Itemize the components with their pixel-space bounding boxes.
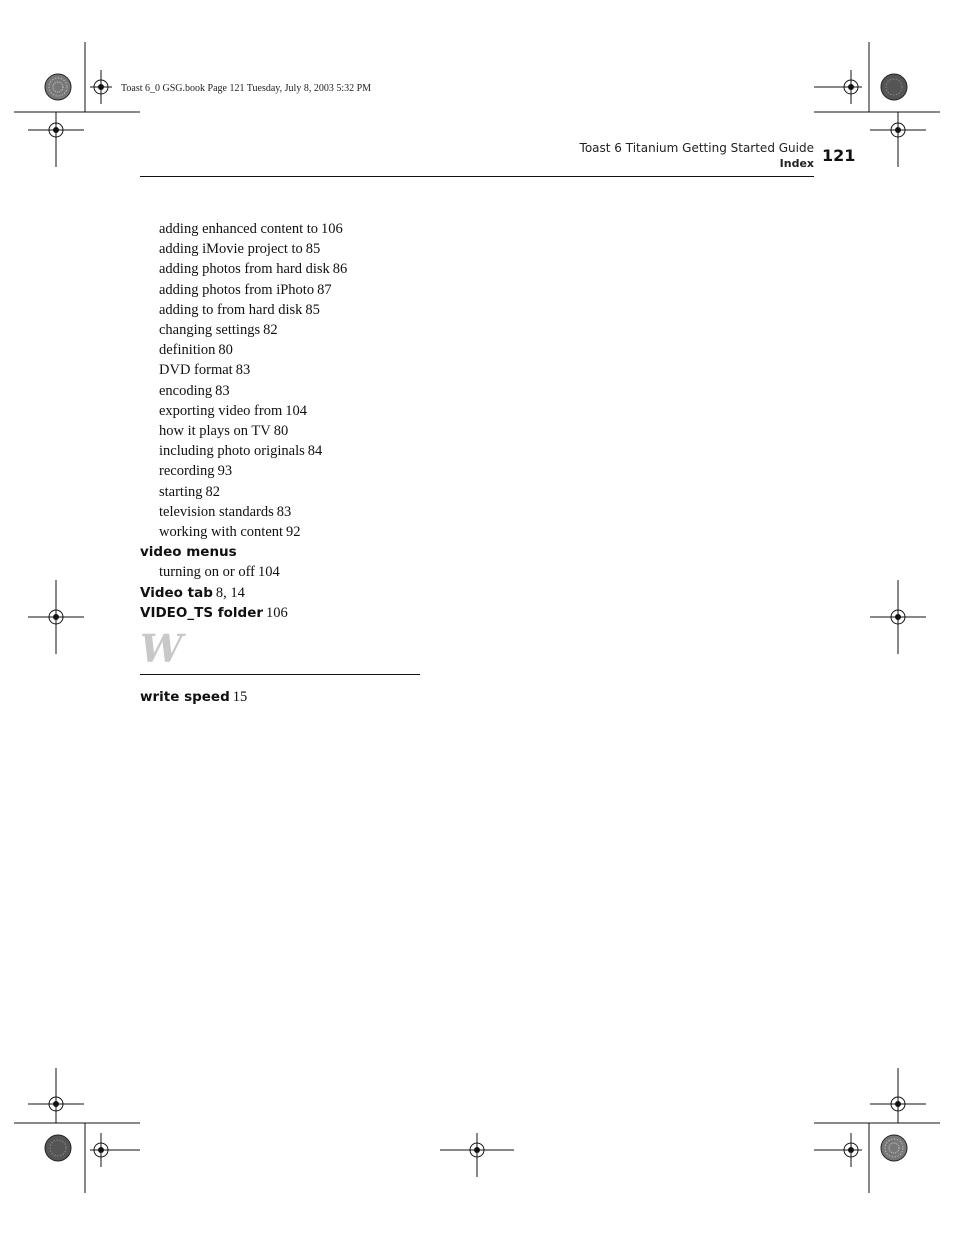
page-ref: 106 (321, 221, 343, 237)
page-ref: 106 (266, 604, 288, 621)
index-subentry (140, 562, 560, 582)
registration-mark-icon (440, 1133, 514, 1177)
page-number: 121 (822, 146, 856, 165)
subentry-text: encoding (159, 382, 213, 399)
index-subentry (140, 219, 560, 239)
index-subentry (140, 300, 560, 320)
page-ref: 104 (258, 564, 280, 581)
subentry-text: starting (159, 483, 203, 500)
subentry-text: DVD format (159, 362, 233, 379)
index-subentry (140, 401, 560, 421)
subentry-text: working with content (159, 524, 284, 541)
index-subentry (140, 522, 560, 542)
registration-mark-icon (814, 70, 862, 104)
starburst-target-icon (45, 1135, 71, 1161)
page-ref: 83 (235, 362, 251, 379)
index-term: VIDEO_TS folder (140, 604, 264, 621)
page-ref: 85 (305, 301, 320, 318)
subentry-text: adding enhanced content to (159, 221, 319, 237)
subentry-text: adding photos from iPhoto (159, 281, 315, 298)
subentry-text: how it plays on TV (159, 423, 271, 440)
page-ref: 8, 14 (215, 584, 245, 601)
guide-title: Toast 6 Titanium Getting Started Guide (579, 141, 814, 155)
subentry-text: including photo originals (159, 443, 305, 460)
page-ref: 85 (305, 241, 321, 258)
index-entry-video-ts-folder (140, 603, 560, 623)
page-ref: 82 (205, 483, 220, 500)
page-ref: 80 (273, 423, 289, 440)
index-column (140, 219, 560, 707)
index-subentry (140, 421, 560, 441)
header-rule (140, 176, 814, 177)
index-subentry (140, 482, 560, 502)
index-subentry (140, 461, 560, 481)
index-subentry (140, 360, 560, 380)
subentry-text: adding iMovie project to (159, 241, 303, 258)
index-subentry (140, 381, 560, 401)
index-subentry (140, 259, 560, 279)
subentry-text: adding photos from hard disk (159, 261, 330, 278)
page-ref: 86 (332, 261, 348, 278)
subentry-text: changing settings (159, 322, 261, 339)
starburst-target-icon (881, 1135, 907, 1161)
index-term: write speed (140, 689, 230, 706)
index-subentry (140, 320, 560, 340)
subentry-text: adding to from hard disk (159, 301, 303, 318)
page-ref: 83 (215, 382, 230, 399)
index-term: video menus (140, 544, 237, 561)
subentry-text: exporting video from (159, 402, 283, 419)
page-ref: 93 (217, 463, 233, 480)
page-ref: 87 (317, 281, 332, 298)
starburst-target-icon (881, 74, 907, 100)
index-subentry (140, 340, 560, 360)
index-entry-video-tab (140, 583, 560, 603)
subentry-text: recording (159, 463, 215, 480)
registration-mark-icon (814, 1133, 862, 1167)
subentry-text: television standards (159, 503, 274, 520)
subentry-text: turning on or off (159, 564, 255, 581)
section-letter: W (140, 626, 183, 672)
index-subentry (140, 441, 560, 461)
index-subentry (140, 502, 560, 522)
page-ref: 104 (285, 402, 307, 419)
index-entry-video-menus (140, 542, 560, 562)
page-ref: 82 (263, 322, 278, 339)
page-ref: 80 (218, 342, 233, 359)
page-ref: 92 (286, 524, 301, 541)
section-name: Index (779, 157, 814, 170)
section-rule (140, 674, 420, 675)
index-subentry (140, 239, 560, 259)
subentry-text: definition (159, 342, 216, 359)
page-ref: 83 (276, 503, 292, 520)
index-subentry (140, 280, 560, 300)
registration-mark-icon (90, 1133, 140, 1167)
index-term: Video tab (140, 584, 213, 601)
starburst-target-icon (45, 74, 71, 100)
index-entry-write-speed (140, 687, 560, 707)
continued-subentries (140, 219, 560, 542)
print-slug: Toast 6_0 GSG.book Page 121 Tuesday, July 8, 2003 5:32 PM (121, 83, 372, 94)
page-ref: 84 (307, 443, 323, 460)
page-ref: 15 (232, 689, 248, 706)
running-head (580, 140, 814, 172)
